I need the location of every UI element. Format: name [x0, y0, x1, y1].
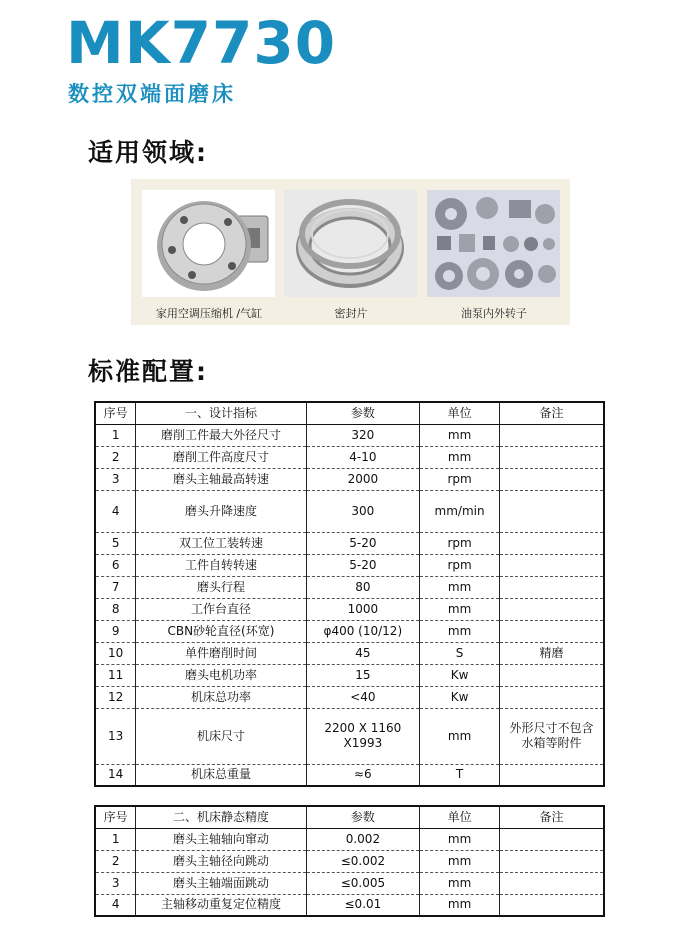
application-caption: 油泵内外转子: [461, 307, 527, 320]
spec-name: 工作台直径: [136, 598, 306, 620]
column-header: 参数: [306, 402, 420, 424]
row-number: 12: [95, 686, 136, 708]
spec-value: 320: [306, 424, 420, 446]
spec-unit: T: [420, 764, 500, 786]
spec-note: 外形尺寸不包含 水箱等附件: [499, 708, 604, 764]
spec-value: 45: [306, 642, 420, 664]
spec-name: 双工位工装转速: [136, 532, 306, 554]
spec-note: [499, 598, 604, 620]
table-row: [95, 850, 604, 872]
spec-unit: S: [420, 642, 500, 664]
spec-value: 5-20: [306, 554, 420, 576]
spec-unit: mm: [420, 828, 500, 850]
row-number: 9: [95, 620, 136, 642]
spec-note: [499, 576, 604, 598]
spec-name: 磨头主轴轴向窜动: [136, 828, 306, 850]
row-number: 4: [95, 490, 136, 532]
spec-note: [499, 554, 604, 576]
row-number: 8: [95, 598, 136, 620]
spec-value: 15: [306, 664, 420, 686]
spec-unit: rpm: [420, 468, 500, 490]
spec-value: 0.002: [306, 828, 420, 850]
table-row: [95, 468, 604, 490]
row-number: 1: [95, 424, 136, 446]
row-number: 13: [95, 708, 136, 764]
spec-unit: mm: [420, 424, 500, 446]
spec-name: 磨头主轴端面跳动: [136, 872, 306, 894]
application-caption: 家用空调压缩机 /气缸: [155, 307, 263, 320]
spec-note: [499, 468, 604, 490]
spec-value: 2000: [306, 468, 420, 490]
column-header: 序号: [95, 402, 136, 424]
spec-name: 单件磨削时间: [136, 642, 306, 664]
spec-name: 机床尺寸: [136, 708, 306, 764]
row-number: 7: [95, 576, 136, 598]
spec-name: 机床总功率: [136, 686, 306, 708]
table-row: [95, 620, 604, 642]
column-header: 一、设计指标: [136, 402, 306, 424]
spec-value: ≤0.002: [306, 850, 420, 872]
spec-note: [499, 828, 604, 850]
config-heading: 标准配置:: [88, 357, 208, 386]
oil-pump-rotor-image: [427, 190, 560, 297]
spec-value: 80: [306, 576, 420, 598]
spec-value: 5-20: [306, 532, 420, 554]
applications-heading: 适用领域:: [88, 138, 208, 167]
row-number: 2: [95, 446, 136, 468]
spec-note: [499, 850, 604, 872]
spec-note: [499, 664, 604, 686]
spec-unit: mm: [420, 850, 500, 872]
row-number: 1: [95, 828, 136, 850]
product-subtitle: 数控双端面磨床: [68, 82, 236, 106]
table-row: [95, 446, 604, 468]
table-row: [95, 708, 604, 764]
table-row: [95, 490, 604, 532]
spec-unit: mm: [420, 872, 500, 894]
spec-note: [499, 446, 604, 468]
spec-note: [499, 620, 604, 642]
spec-name: 机床总重量: [136, 764, 306, 786]
spec-note: 精磨: [499, 642, 604, 664]
spec-unit: mm: [420, 446, 500, 468]
table-row: [95, 764, 604, 786]
compressor-cylinder-image: [142, 190, 275, 297]
column-header: 二、机床静态精度: [136, 806, 306, 828]
static-accuracy-table: [94, 805, 605, 917]
row-number: 14: [95, 764, 136, 786]
spec-note: [499, 490, 604, 532]
table-row: [95, 424, 604, 446]
spec-unit: mm: [420, 620, 500, 642]
table-row: [95, 554, 604, 576]
spec-value: 1000: [306, 598, 420, 620]
column-header: 序号: [95, 806, 136, 828]
column-header: 单位: [420, 806, 500, 828]
spec-unit: rpm: [420, 554, 500, 576]
spec-value: 4-10: [306, 446, 420, 468]
spec-name: 磨头行程: [136, 576, 306, 598]
table-row: [95, 686, 604, 708]
spec-note: [499, 764, 604, 786]
spec-name: 磨头主轴径向跳动: [136, 850, 306, 872]
row-number: 11: [95, 664, 136, 686]
table-row: [95, 642, 604, 664]
spec-name: 磨头主轴最高转速: [136, 468, 306, 490]
spec-unit: mm: [420, 576, 500, 598]
spec-name: 主轴移动重复定位精度: [136, 894, 306, 916]
spec-unit: Kw: [420, 686, 500, 708]
spec-note: [499, 872, 604, 894]
spec-note: [499, 532, 604, 554]
column-header: 备注: [499, 806, 604, 828]
table-row: [95, 664, 604, 686]
column-header: 备注: [499, 402, 604, 424]
row-number: 10: [95, 642, 136, 664]
table-row: [95, 894, 604, 916]
spec-value: ≈6: [306, 764, 420, 786]
table-row: [95, 872, 604, 894]
spec-name: CBN砂轮直径(环宽): [136, 620, 306, 642]
spec-unit: mm: [420, 708, 500, 764]
spec-note: [499, 894, 604, 916]
column-header: 参数: [306, 806, 420, 828]
spec-note: [499, 424, 604, 446]
row-number: 2: [95, 850, 136, 872]
seal-ring-image: [284, 190, 417, 297]
table-row: [95, 532, 604, 554]
row-number: 6: [95, 554, 136, 576]
spec-name: 磨削工件高度尺寸: [136, 446, 306, 468]
spec-name: 磨削工件最大外径尺寸: [136, 424, 306, 446]
spec-name: 磨头升降速度: [136, 490, 306, 532]
row-number: 3: [95, 872, 136, 894]
spec-value: ≤0.01: [306, 894, 420, 916]
model-title: MK7730: [66, 9, 337, 77]
spec-unit: mm: [420, 598, 500, 620]
spec-name: 工件自转转速: [136, 554, 306, 576]
spec-name: 磨头电机功率: [136, 664, 306, 686]
table-row: [95, 576, 604, 598]
table-row: [95, 598, 604, 620]
spec-unit: Kw: [420, 664, 500, 686]
spec-value: 2200 X 1160 X1993: [306, 708, 420, 764]
column-header: 单位: [420, 402, 500, 424]
design-specs-table: [94, 401, 605, 787]
spec-unit: rpm: [420, 532, 500, 554]
spec-unit: mm/min: [420, 490, 500, 532]
spec-unit: mm: [420, 894, 500, 916]
spec-value: <40: [306, 686, 420, 708]
spec-value: 300: [306, 490, 420, 532]
row-number: 3: [95, 468, 136, 490]
spec-value: ≤0.005: [306, 872, 420, 894]
table-row: [95, 828, 604, 850]
row-number: 5: [95, 532, 136, 554]
applications-panel: [131, 179, 570, 325]
row-number: 4: [95, 894, 136, 916]
spec-note: [499, 686, 604, 708]
application-caption: 密封片: [334, 307, 368, 320]
spec-value: φ400 (10/12): [306, 620, 420, 642]
